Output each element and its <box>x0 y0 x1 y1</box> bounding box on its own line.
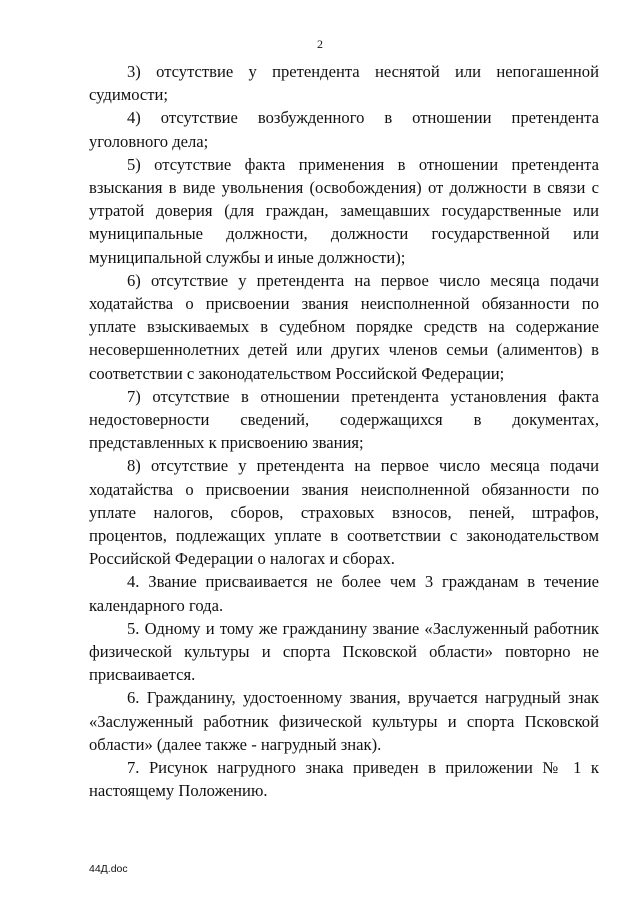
paragraph-item-7: 7) отсутствие в отношении претендента установления факта недостоверности сведений, содержащихся в документах, представленных к присвоению звания; <box>89 386 599 453</box>
paragraph-item-6: 6) отсутствие у претендента на первое число месяца подачи ходатайства о присвоении звания неисполненной обязанности по уплате взыскиваемых в судебном порядке средств на содержание несовершеннолетних детей или других членов семьи (алиментов) в соответствии с законодательством Российской Федерации; <box>89 270 599 383</box>
footer-filename: 44Д.doc <box>89 863 128 875</box>
paragraph-item-8: 8) отсутствие у претендента на первое число месяца подачи ходатайства о присвоении звания неисполненной обязанности по уплате налогов, сборов, страховых взносов, пеней, штрафов, процентов, подлежащих уплате в соответствии с законодательством Российской Федерации о налогах и сборах. <box>89 456 599 569</box>
paragraph-item-5: 5) отсутствие факта применения в отношении претендента взыскания в виде увольнения (освобождения) от должности в связи с утратой доверия (для граждан, замещавших государственные или муниципальные должности, должности государственной или муниципальной службы и иные должности); <box>89 154 599 267</box>
paragraph-clause-6: 6. Гражданину, удостоенному звания, вручается нагрудный знак «Заслуженный работник физической культуры и спорта Псковской области» (далее также - нагрудный знак). <box>89 688 599 754</box>
paragraph-clause-4: 4. Звание присваивается не более чем 3 гражданам в течение календарного года. <box>89 572 599 615</box>
paragraph-item-4: 4) отсутствие возбужденного в отношении претендента уголовного дела; <box>89 108 599 151</box>
document-body <box>89 60 599 803</box>
page-number: 2 <box>317 37 323 51</box>
paragraph-item-3: 3) отсутствие у претендента неснятой или непогашенной судимости; <box>89 62 599 105</box>
paragraph-clause-7: 7. Рисунок нагрудного знака приведен в приложении № 1 к настоящему Положению. <box>89 758 599 801</box>
paragraph-clause-5: 5. Одному и тому же гражданину звание «Заслуженный работник физической культуры и спорта Псковской области» повторно не присваивается. <box>89 618 599 685</box>
